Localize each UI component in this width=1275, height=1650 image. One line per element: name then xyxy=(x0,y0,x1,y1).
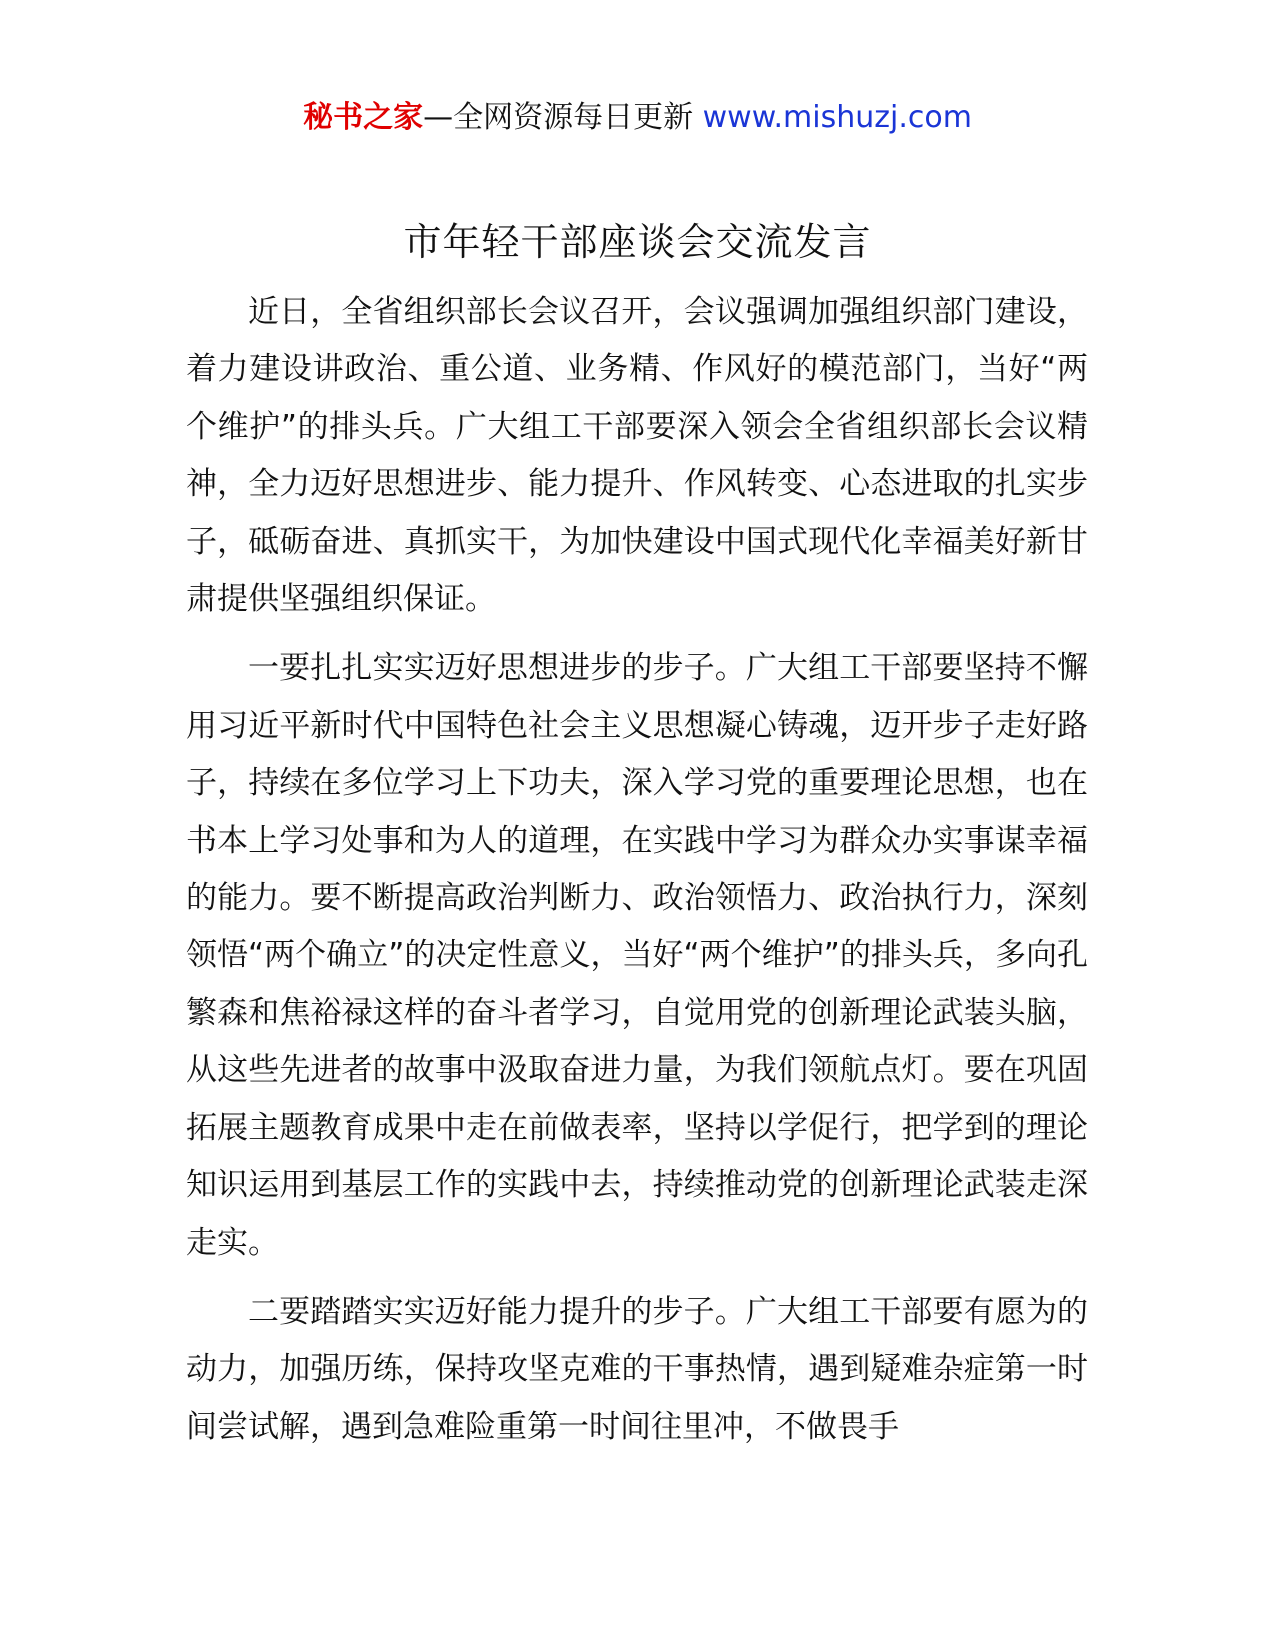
document-body xyxy=(186,284,1088,1468)
site-header xyxy=(0,96,1275,140)
paragraph-thought-progress: 一要扎扎实实迈好思想进步的步子。广大组工干部要坚持不懈用习近平新时代中国特色社会主义思想凝心铸魂，迈开步子走好路子，持续在多位学习上下功夫，深入学习党的重要理论思想，也在书本上学习处事和为人的道理，在实践中学习为群众办实事谋幸福的能力。要不断提高政治判断力、政治领悟力、政治执行力，深刻领悟“两个确立”的决定性意义，当好“两个维护”的排头兵，多向孔繁森和焦裕禄这样的奋斗者学习，自觉用党的创新理论武装头脑，从这些先进者的故事中汲取奋进力量，为我们领航点灯。要在巩固拓展主题教育成果中走在前做表率，坚持以学促行，把学到的理论知识运用到基层工作的实践中去，持续推动党的创新理论武装走深走实。 xyxy=(186,650,1088,1261)
site-tagline: —全网资源每日更新 xyxy=(423,100,694,135)
paragraph-ability-improvement: 二要踏踏实实迈好能力提升的步子。广大组工干部要有愿为的动力，加强历练，保持攻坚克难的干事热情，遇到疑难杂症第一时间尝试解，遇到急难险重第一时间往里冲，不做畏手 xyxy=(186,1293,1088,1445)
site-url-link[interactable]: www.mishuzj.com xyxy=(702,100,972,135)
paragraph-intro: 近日，全省组织部长会议召开，会议强调加强组织部门建设，着力建设讲政治、重公道、业务精、作风好的模范部门，当好“两个维护”的排头兵。广大组工干部要深入领会全省组织部长会议精神，全力迈好思想进步、能力提升、作风转变、心态进取的扎实步子，砥砺奋进、真抓实干，为加快建设中国式现代化幸福美好新甘肃提供坚强组织保证。 xyxy=(186,294,1088,618)
document-title: 市年轻干部座谈会交流发言 xyxy=(403,220,872,264)
site-brand: 秘书之家 xyxy=(303,100,424,135)
